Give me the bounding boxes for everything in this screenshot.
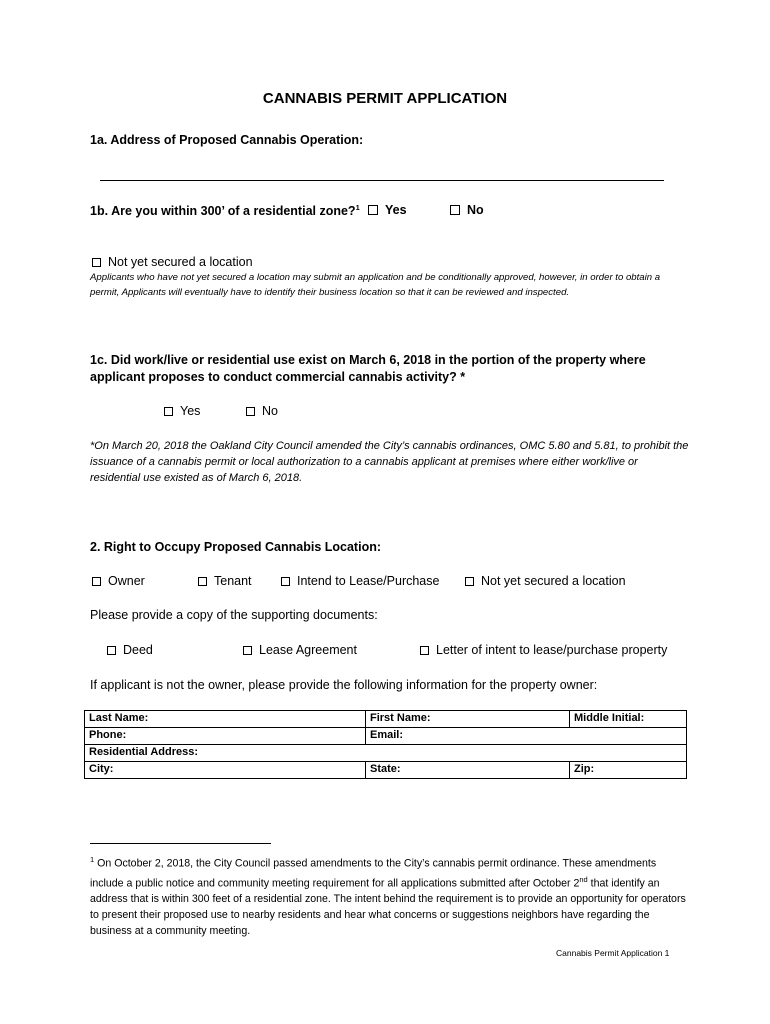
footnote [90,852,690,939]
footnote-sup: nd [579,874,588,884]
last-name-cell[interactable]: Last Name: [85,711,366,728]
page-footer: Cannabis Permit Application 1 [556,948,670,958]
first-name-cell[interactable]: First Name: [366,711,570,728]
question-2-label: 2. Right to Occupy Proposed Cannabis Location: [90,540,381,554]
phone-cell[interactable]: Phone: [85,728,366,745]
doc-option-lease-label: Lease Agreement [259,643,357,657]
checkbox-icon[interactable] [198,577,207,586]
footnote-divider [90,843,271,844]
state-cell[interactable]: State: [366,762,570,779]
footnote-text-1: On October 2, 2018, the City Council passed amendments to the City’s cannabis permit ordinance. These amendments include a public notice and community meeting requirement for all applications submitted after October 2 [90,857,657,890]
q1b-not-secured-label: Not yet secured a location [108,255,253,269]
q1b-not-secured-option[interactable] [92,255,253,269]
q2-option-owner-label: Owner [108,574,145,588]
table-row [85,762,687,779]
q2-option-not-secured-label: Not yet secured a location [481,574,626,588]
checkbox-icon[interactable] [107,646,116,655]
residential-address-cell[interactable]: Residential Address: [85,745,687,762]
question-1a-label: 1a. Address of Proposed Cannabis Operation: [90,133,364,147]
q2-option-tenant-label: Tenant [214,574,252,588]
footnote-mark: 1 [90,855,95,864]
checkbox-icon[interactable] [92,577,101,586]
page-title: CANNABIS PERMIT APPLICATION [262,90,508,107]
owner-info-table [84,710,687,779]
question-1c-line2: applicant proposes to conduct commercial cannabis activity? * [90,370,466,384]
q1c-no-option[interactable] [246,404,278,418]
doc-option-letter[interactable] [420,643,667,657]
q1b-yes-option[interactable] [368,203,407,217]
address-input-line[interactable] [100,180,664,181]
q1b-note: Applicants who have not yet secured a location may submit an application and be conditionally approved, however, in order to obtain a permit, Applicants will eventually have to identify their business location so that it can be reviewed and inspected. [90,272,661,298]
checkbox-icon[interactable] [92,258,101,267]
doc-option-letter-label: Letter of intent to lease/purchase property [436,643,668,657]
q1c-note: *On March 20, 2018 the Oakland City Council amended the City’s cannabis ordinances, OMC 5.80 and 5.81, to prohibit the issuance of a cannabis permit or local authorization to a cannabis applicant at premises where either work/live or residential use existed as of March 6, 2018. [90,440,689,484]
checkbox-icon[interactable] [246,407,255,416]
doc-option-deed-label: Deed [123,643,153,657]
email-cell[interactable]: Email: [366,728,687,745]
checkbox-icon[interactable] [420,646,429,655]
middle-initial-cell[interactable]: Middle Initial: [570,711,687,728]
q1c-no-label: No [262,404,278,418]
checkbox-icon[interactable] [243,646,252,655]
q2-option-tenant[interactable] [198,574,252,588]
q1b-no-label: No [467,203,484,217]
footnote-text-2: that identify an address that is within 300 feet of a residential zone. The intent behind the requirement is to provide an opportunity for operators to present their proposed use to nearby residents and hear what concerns or suggestions neighbors have regarding the business at a community meeting. [90,877,686,938]
city-cell[interactable]: City: [85,762,366,779]
question-1b-text: 1b. Are you within 300’ of a residential zone? [90,204,356,219]
checkbox-icon[interactable] [450,205,460,215]
zip-cell[interactable]: Zip: [570,762,687,779]
checkbox-icon[interactable] [281,577,290,586]
checkbox-icon[interactable] [465,577,474,586]
question-1c-line1: 1c. Did work/live or residential use exist on March 6, 2018 in the portion of the property where [90,353,646,367]
question-1b-label [90,203,360,218]
q2-option-owner[interactable] [92,574,145,588]
table-row [85,728,687,745]
checkbox-icon[interactable] [164,407,173,416]
doc-option-deed[interactable] [107,643,153,657]
q2-option-intend[interactable] [281,574,439,588]
q1c-yes-option[interactable] [164,404,200,418]
q1b-no-option[interactable] [450,203,484,217]
table-row [85,745,687,762]
docs-prompt: Please provide a copy of the supporting documents: [90,608,378,622]
q1b-yes-label: Yes [385,203,407,217]
owner-prompt: If applicant is not the owner, please provide the following information for the property owner: [90,678,598,692]
footnote-ref: 1 [355,203,360,212]
q2-option-intend-label: Intend to Lease/Purchase [297,574,440,588]
table-row [85,711,687,728]
checkbox-icon[interactable] [368,205,378,215]
q2-option-not-secured[interactable] [465,574,626,588]
q1c-yes-label: Yes [180,404,201,418]
doc-option-lease[interactable] [243,643,357,657]
